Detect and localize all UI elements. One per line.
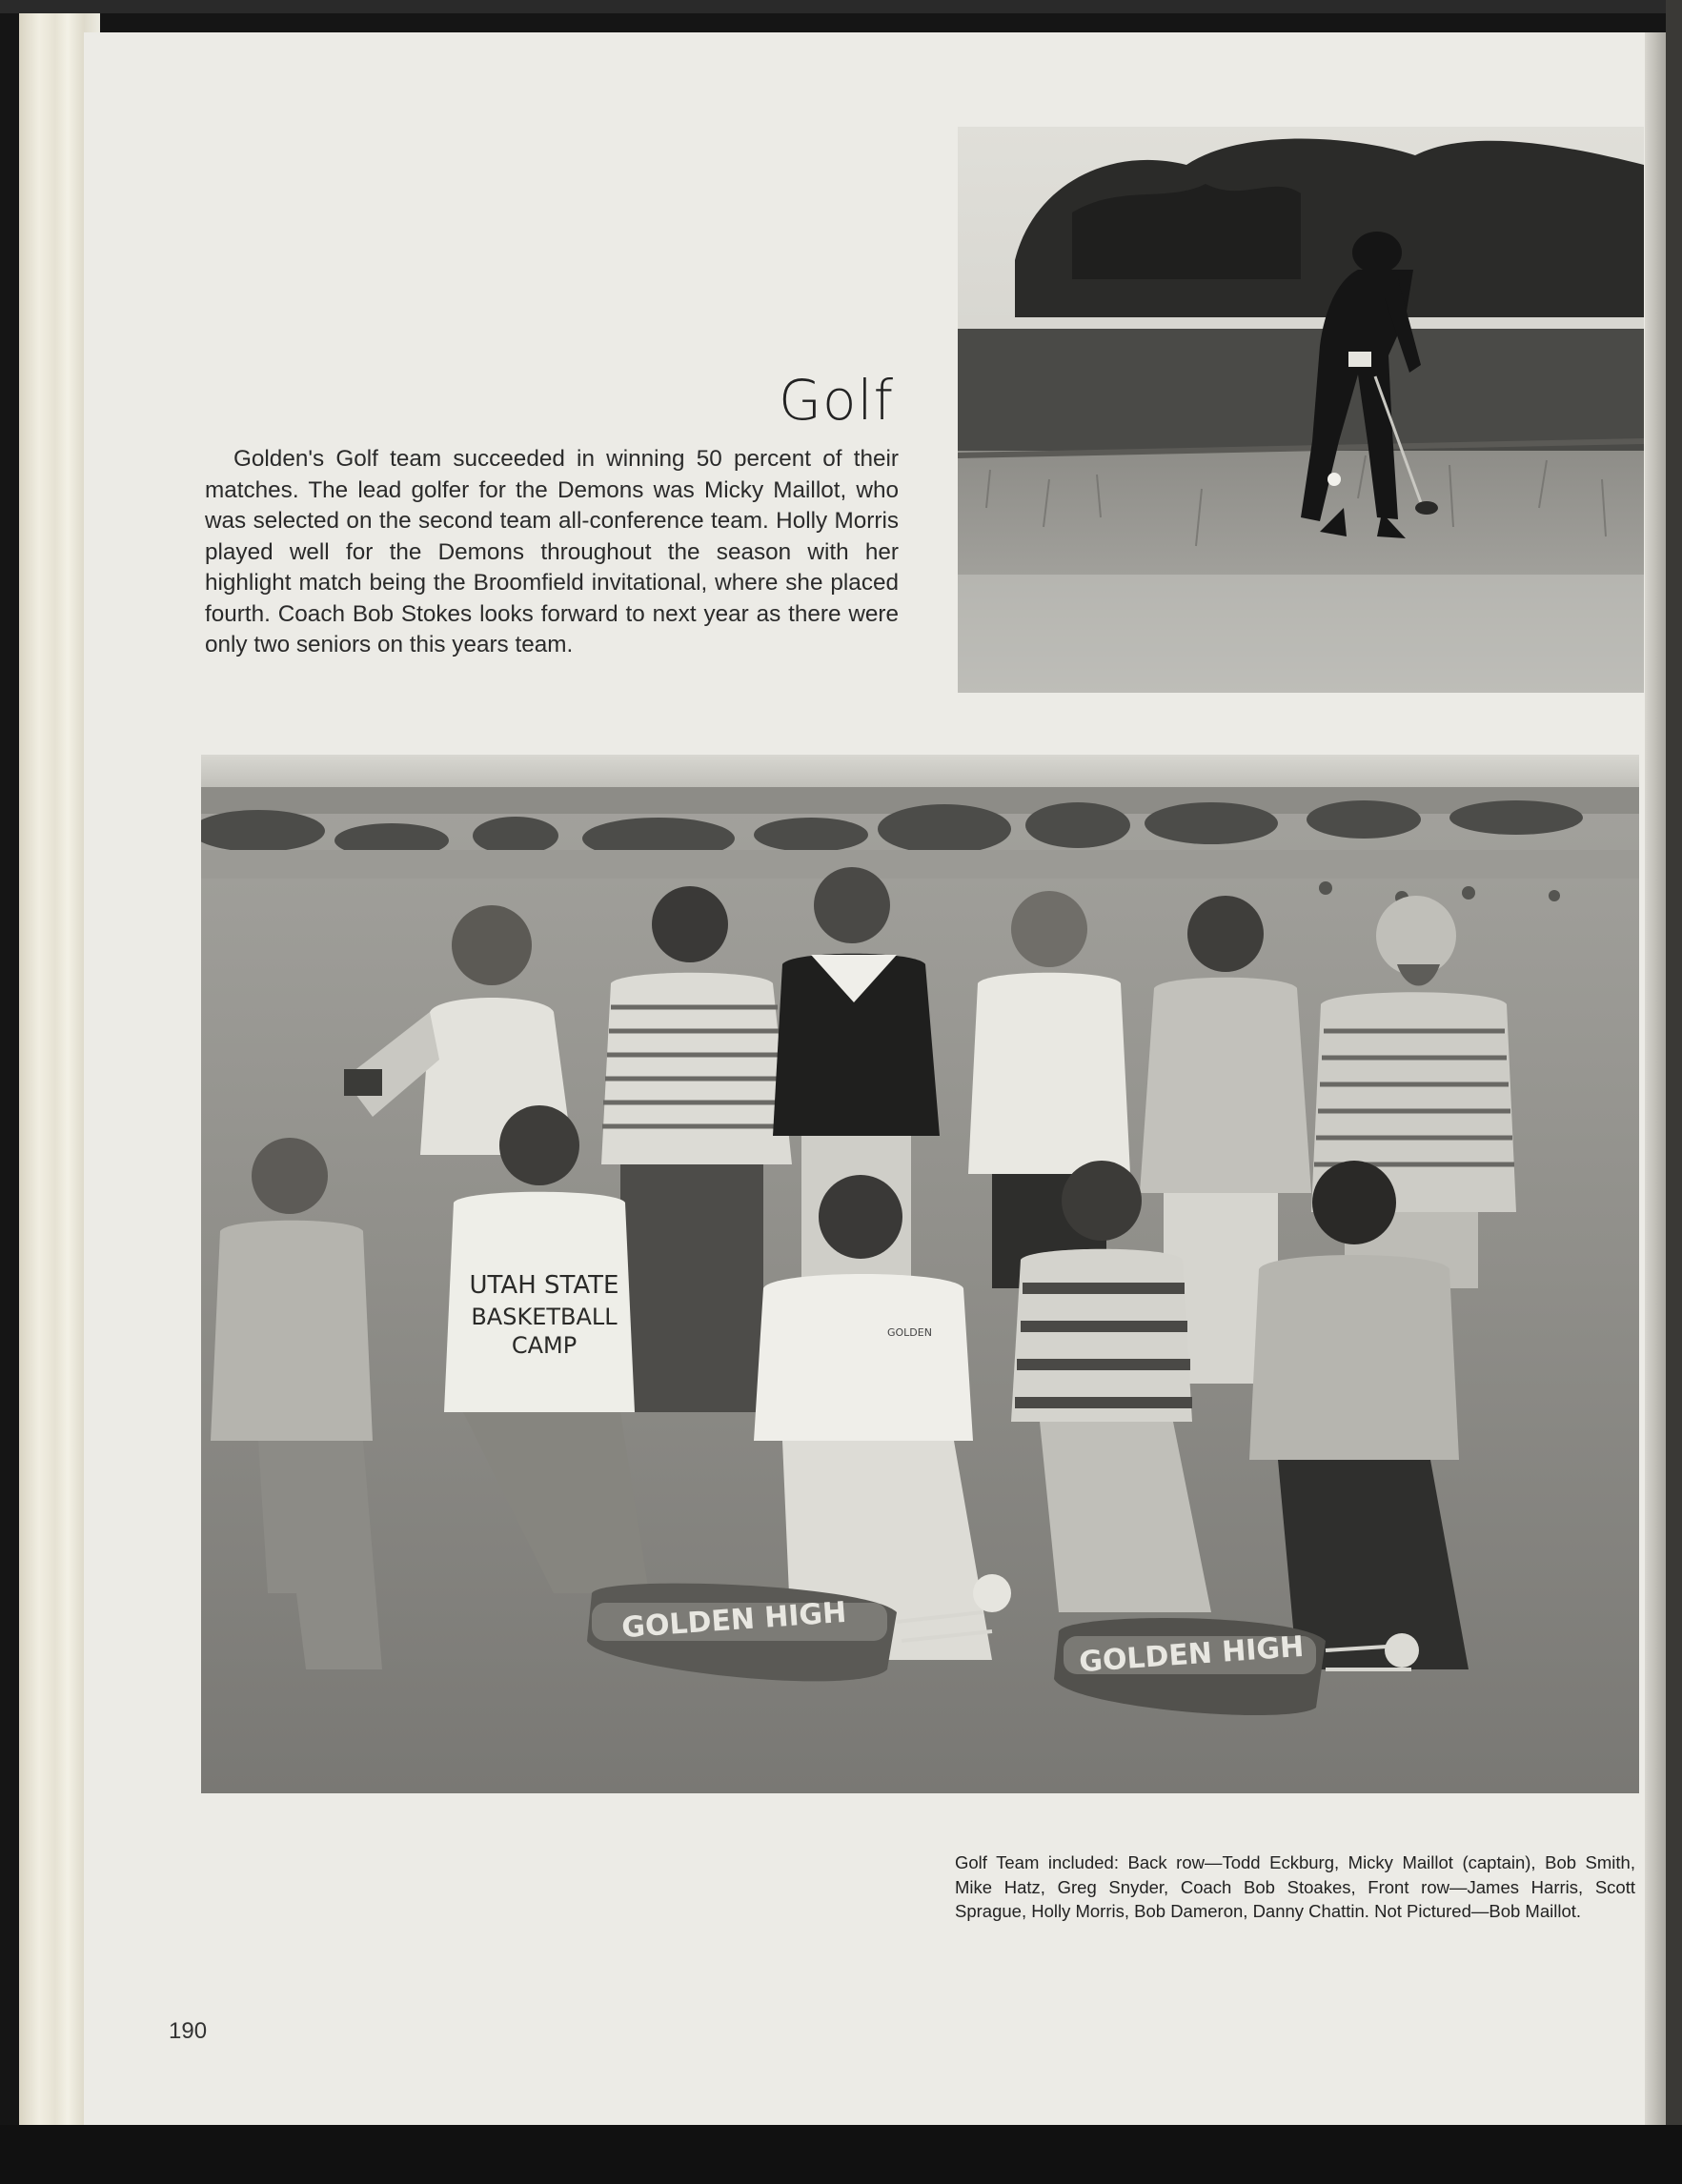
book-spine bbox=[1666, 0, 1682, 2125]
article-text: Golden's Golf team succeeded in winning 50 percent of their matches. The lead golfer for the Demons was Micky Maillot, who was selected on the second team all-conference team. Holly Morris played well for the Demons throughout the season with her highlight match being the Broomfield invitational, where she placed fourth. Coach Bob Stokes looks forward to next year as there were only two seniors on this years team. bbox=[205, 446, 899, 657]
shirt-text-line-1: UTAH STATE bbox=[469, 1271, 619, 1300]
golf-bag-right-text: GOLDEN HIGH bbox=[1078, 1629, 1306, 1680]
page-number: 190 bbox=[169, 2018, 208, 2044]
shirt-text-line-2: BASKETBALL bbox=[471, 1304, 618, 1330]
golfer-swing-photo bbox=[958, 127, 1644, 693]
page-gutter-shadow bbox=[1645, 32, 1666, 2125]
scan-bottom-border bbox=[0, 2125, 1682, 2184]
scan-top-border bbox=[0, 0, 1682, 13]
page-title: Golf bbox=[779, 368, 894, 433]
polo-logo-text: GOLDEN bbox=[887, 1326, 932, 1339]
shirt-text-line-3: CAMP bbox=[511, 1332, 578, 1359]
golf-bag-left-text: GOLDEN HIGH bbox=[620, 1595, 848, 1646]
photo-caption: Golf Team included: Back row—Todd Eckburg, Micky Maillot (captain), Bob Smith, Mike Hatz, Greg Snyder, Coach Bob Stoakes, Front row—James Harris, Scott Sprague, Holly Morris, Bob Dameron, Danny Chattin. Not Pictured—Bob Maillot. bbox=[955, 1852, 1635, 1921]
golf-team-photo bbox=[201, 755, 1639, 1793]
